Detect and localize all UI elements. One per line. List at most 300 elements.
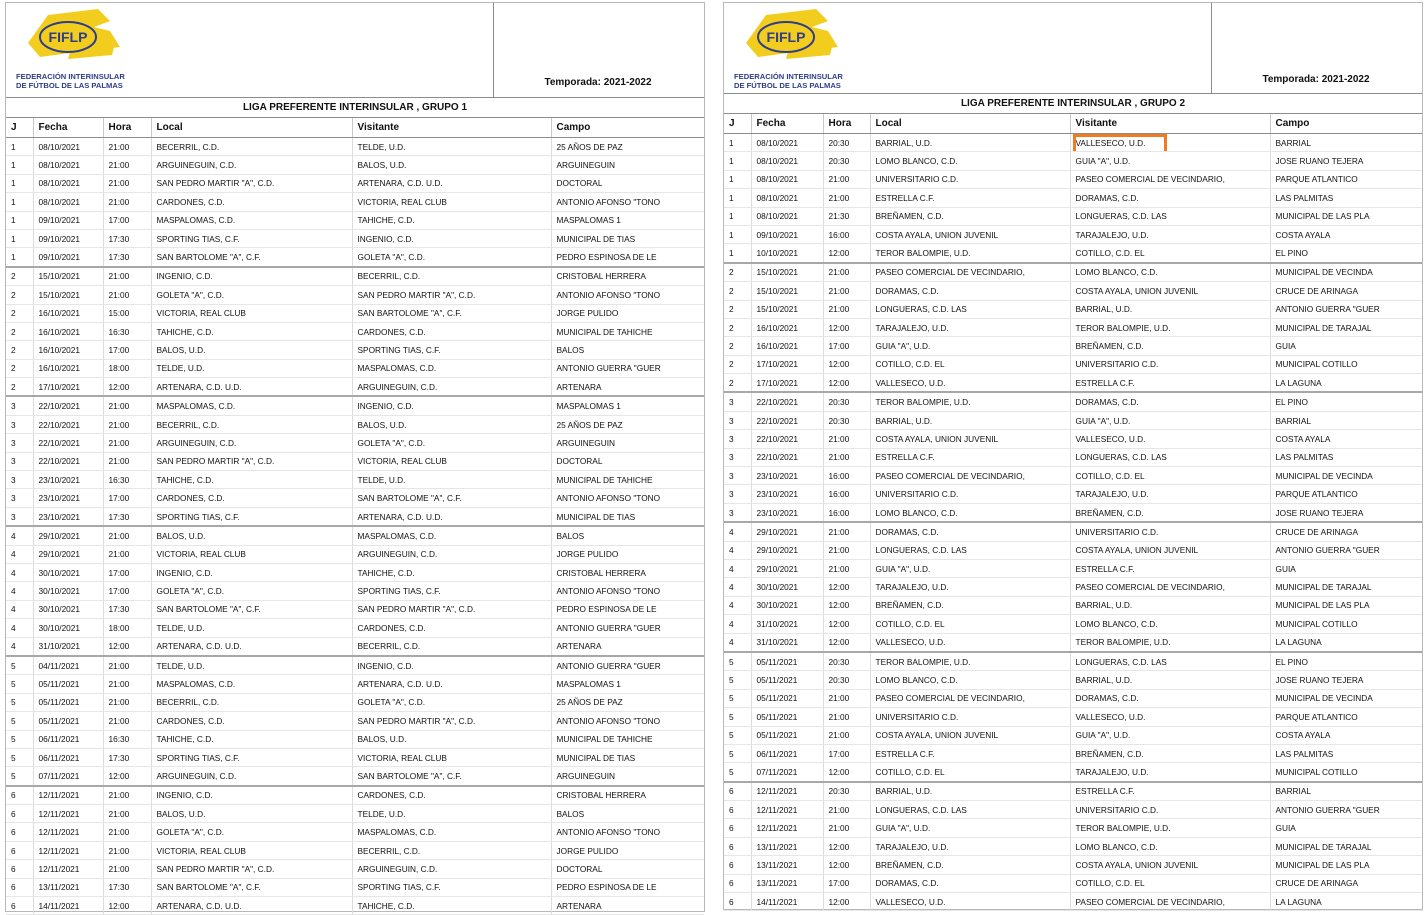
cell-campo: JORGE PULIDO <box>551 545 704 563</box>
cell-jornada: 6 <box>6 823 33 841</box>
fiflp-logo-icon <box>10 7 130 69</box>
cell-fecha: 05/11/2021 <box>33 675 103 693</box>
cell-hora: 21:00 <box>823 189 870 207</box>
table-row <box>6 174 704 192</box>
cell-fecha: 05/11/2021 <box>33 693 103 711</box>
cell-local: ARTENARA, C.D. U.D. <box>151 897 352 915</box>
cell-local: LOMO BLANCO, C.D. <box>870 503 1070 522</box>
cell-jornada: 3 <box>6 396 33 415</box>
cell-hora: 20:30 <box>823 652 870 671</box>
table-row <box>724 708 1422 726</box>
cell-jornada: 6 <box>6 860 33 878</box>
cell-campo: CRUCE DE ARINAGA <box>1270 522 1422 541</box>
cell-fecha: 23/10/2021 <box>33 489 103 507</box>
cell-fecha: 08/10/2021 <box>751 189 823 207</box>
cell-local: ARGUINEGUIN, C.D. <box>151 434 352 452</box>
cell-visitante: COSTA AYALA, UNION JUVENIL <box>1070 282 1270 300</box>
table-row <box>6 656 704 675</box>
cell-local: TELDE, U.D. <box>151 619 352 637</box>
cell-hora: 17:30 <box>103 248 151 267</box>
cell-hora: 20:30 <box>823 392 870 411</box>
cell-campo: MUNICIPAL DE TARAJAL <box>1270 578 1422 596</box>
cell-visitante: TAHICHE, C.D. <box>352 897 551 915</box>
cell-hora: 21:00 <box>103 656 151 675</box>
table-row <box>724 522 1422 541</box>
table-row <box>724 744 1422 762</box>
cell-jornada: 3 <box>6 434 33 452</box>
cell-campo: MUNICIPAL DE TARAJAL <box>1270 318 1422 336</box>
cell-hora: 18:00 <box>103 619 151 637</box>
cell-jornada: 5 <box>724 671 751 689</box>
cell-local: PASEO COMERCIAL DE VECINDARIO, <box>870 467 1070 485</box>
cell-visitante: MASPALOMAS, C.D. <box>352 526 551 545</box>
cell-jornada: 5 <box>6 656 33 675</box>
cell-jornada: 3 <box>724 411 751 429</box>
cell-jornada: 2 <box>724 282 751 300</box>
season-label: Temporada: 2021-2022 <box>1262 74 1370 85</box>
cell-fecha: 23/10/2021 <box>33 471 103 489</box>
cell-local: GOLETA "A", C.D. <box>151 582 352 600</box>
cell-visitante: DORAMAS, C.D. <box>1070 392 1270 411</box>
cell-hora: 17:30 <box>103 878 151 896</box>
cell-hora: 12:00 <box>823 893 870 911</box>
cell-hora: 21:00 <box>823 541 870 559</box>
table-row <box>6 489 704 507</box>
cell-visitante: BALOS, U.D. <box>352 156 551 174</box>
cell-campo: ANTONIO GUERRA "GUER <box>551 656 704 675</box>
cell-jornada: 3 <box>6 415 33 433</box>
cell-fecha: 06/11/2021 <box>33 748 103 766</box>
cell-campo: EL PINO <box>1270 244 1422 263</box>
table-row <box>6 415 704 433</box>
cell-visitante: TEROR BALOMPIE, U.D. <box>1070 819 1270 837</box>
cell-campo: ANTONIO AFONSO "TONO <box>551 286 704 304</box>
cell-visitante: GUIA "A", U.D. <box>1070 411 1270 429</box>
cell-campo: JOSE RUANO TEJERA <box>1270 671 1422 689</box>
cell-hora: 12:00 <box>103 637 151 656</box>
cell-campo: MUNICIPAL DE TAHICHE <box>551 322 704 340</box>
cell-local: TAHICHE, C.D. <box>151 322 352 340</box>
cell-fecha: 05/11/2021 <box>751 708 823 726</box>
cell-visitante: LOMO BLANCO, C.D. <box>1070 615 1270 633</box>
cell-jornada: 5 <box>724 708 751 726</box>
cell-campo: LA LAGUNA <box>1270 633 1422 652</box>
cell-jornada: 6 <box>724 801 751 819</box>
cell-local: VALLESECO, U.D. <box>870 893 1070 911</box>
cell-jornada: 1 <box>6 174 33 192</box>
table-row <box>724 652 1422 671</box>
cell-local: TARAJALEJO, U.D. <box>870 318 1070 336</box>
cell-fecha: 29/10/2021 <box>751 559 823 577</box>
cell-campo: CRUCE DE ARINAGA <box>1270 874 1422 892</box>
cell-visitante: GOLETA "A", C.D. <box>352 248 551 267</box>
cell-local: SAN PEDRO MARTIR "A", C.D. <box>151 452 352 470</box>
cell-campo: LAS PALMITAS <box>1270 448 1422 466</box>
cell-fecha: 23/10/2021 <box>33 507 103 526</box>
cell-visitante: VALLESECO, U.D. <box>1070 134 1270 152</box>
cell-local: VICTORIA, REAL CLUB <box>151 841 352 859</box>
cell-visitante: GOLETA "A", C.D. <box>352 693 551 711</box>
cell-campo: CRISTOBAL HERRERA <box>551 786 704 805</box>
cell-hora: 17:00 <box>103 341 151 359</box>
cell-local: GUIA "A", U.D. <box>870 819 1070 837</box>
cell-campo: JOSE RUANO TEJERA <box>1270 503 1422 522</box>
cell-visitante: LONGUERAS, C.D. LAS <box>1070 207 1270 225</box>
table-row <box>724 596 1422 614</box>
cell-jornada: 2 <box>6 286 33 304</box>
table-row <box>6 322 704 340</box>
cell-visitante: ESTRELLA C.F. <box>1070 374 1270 393</box>
cell-fecha: 08/10/2021 <box>751 134 823 152</box>
cell-jornada: 6 <box>724 874 751 892</box>
cell-fecha: 05/11/2021 <box>751 652 823 671</box>
cell-campo: EL PINO <box>1270 392 1422 411</box>
cell-visitante: SPORTING TIAS, C.F. <box>352 341 551 359</box>
col-header-visitante: Visitante <box>352 118 551 138</box>
cell-visitante: LOMO BLANCO, C.D. <box>1070 837 1270 855</box>
table-row <box>6 378 704 397</box>
cell-jornada: 4 <box>6 545 33 563</box>
cell-visitante: ARTENARA, C.D. U.D. <box>352 507 551 526</box>
cell-fecha: 30/10/2021 <box>751 596 823 614</box>
cell-fecha: 08/10/2021 <box>751 207 823 225</box>
table-row <box>6 434 704 452</box>
table-row <box>6 693 704 711</box>
cell-fecha: 22/10/2021 <box>751 448 823 466</box>
cell-visitante: COSTA AYALA, UNION JUVENIL <box>1070 541 1270 559</box>
cell-fecha: 08/10/2021 <box>33 138 103 156</box>
table-row <box>724 152 1422 170</box>
cell-jornada: 4 <box>724 578 751 596</box>
cell-hora: 12:00 <box>823 578 870 596</box>
cell-local: MASPALOMAS, C.D. <box>151 396 352 415</box>
cell-hora: 17:30 <box>103 229 151 247</box>
table-row <box>724 225 1422 243</box>
col-header-local: Local <box>151 118 352 138</box>
cell-local: SAN PEDRO MARTIR "A", C.D. <box>151 174 352 192</box>
cell-campo: COSTA AYALA <box>1270 726 1422 744</box>
cell-fecha: 05/11/2021 <box>33 712 103 730</box>
cell-visitante: BECERRIL, C.D. <box>352 267 551 286</box>
cell-visitante: LOMO BLANCO, C.D. <box>1070 263 1270 282</box>
cell-campo: LA LAGUNA <box>1270 374 1422 393</box>
cell-campo: BARRIAL <box>1270 411 1422 429</box>
fixtures-body <box>724 134 1422 911</box>
cell-campo: ANTONIO AFONSO "TONO <box>551 712 704 730</box>
table-row <box>6 600 704 618</box>
cell-local: DORAMAS, C.D. <box>870 282 1070 300</box>
cell-campo: ANTONIO AFONSO "TONO <box>551 823 704 841</box>
cell-fecha: 16/10/2021 <box>33 304 103 322</box>
cell-campo: DOCTORAL <box>551 860 704 878</box>
cell-local: BECERRIL, C.D. <box>151 138 352 156</box>
cell-local: PASEO COMERCIAL DE VECINDARIO, <box>870 263 1070 282</box>
cell-hora: 16:30 <box>103 322 151 340</box>
cell-local: ARTENARA, C.D. U.D. <box>151 637 352 656</box>
cell-fecha: 08/10/2021 <box>751 152 823 170</box>
cell-campo: MUNICIPAL DE VECINDA <box>1270 467 1422 485</box>
cell-local: SAN BARTOLOME "A", C.F. <box>151 248 352 267</box>
col-header-hora: Hora <box>103 118 151 138</box>
cell-hora: 21:00 <box>103 545 151 563</box>
cell-visitante: LONGUERAS, C.D. LAS <box>1070 652 1270 671</box>
table-row <box>6 563 704 581</box>
cell-hora: 21:00 <box>103 693 151 711</box>
col-header-campo: Campo <box>551 118 704 138</box>
cell-jornada: 1 <box>6 248 33 267</box>
cell-fecha: 31/10/2021 <box>751 615 823 633</box>
cell-visitante: SAN PEDRO MARTIR "A", C.D. <box>352 712 551 730</box>
sheet-header <box>724 3 1422 94</box>
cell-local: BALOS, U.D. <box>151 341 352 359</box>
cell-fecha: 13/11/2021 <box>33 878 103 896</box>
cell-fecha: 05/11/2021 <box>751 689 823 707</box>
cell-local: BECERRIL, C.D. <box>151 415 352 433</box>
col-header-hora: Hora <box>823 114 870 134</box>
cell-hora: 21:30 <box>823 207 870 225</box>
cell-jornada: 5 <box>6 693 33 711</box>
org-name-line1: FEDERACIÓN INTERINSULAR <box>734 72 843 81</box>
cell-fecha: 12/11/2021 <box>751 782 823 801</box>
schedule-sheet-grupo-2 <box>723 2 1423 910</box>
cell-jornada: 6 <box>724 856 751 874</box>
cell-visitante: TEROR BALOMPIE, U.D. <box>1070 318 1270 336</box>
cell-jornada: 1 <box>724 189 751 207</box>
cell-fecha: 09/10/2021 <box>751 225 823 243</box>
table-row <box>6 452 704 470</box>
cell-fecha: 15/10/2021 <box>33 267 103 286</box>
cell-local: CARDONES, C.D. <box>151 489 352 507</box>
cell-hora: 17:00 <box>103 489 151 507</box>
cell-jornada: 4 <box>6 563 33 581</box>
cell-visitante: SAN PEDRO MARTIR "A", C.D. <box>352 600 551 618</box>
cell-local: CARDONES, C.D. <box>151 193 352 211</box>
cell-jornada: 4 <box>724 633 751 652</box>
table-row <box>724 411 1422 429</box>
cell-visitante: SAN PEDRO MARTIR "A", C.D. <box>352 286 551 304</box>
cell-visitante: BALOS, U.D. <box>352 415 551 433</box>
cell-campo: ANTONIO GUERRA "GUER <box>551 359 704 377</box>
cell-hora: 12:00 <box>823 633 870 652</box>
cell-hora: 17:30 <box>103 748 151 766</box>
cell-local: TEROR BALOMPIE, U.D. <box>870 392 1070 411</box>
cell-fecha: 14/11/2021 <box>751 893 823 911</box>
table-row <box>724 263 1422 282</box>
cell-fecha: 31/10/2021 <box>751 633 823 652</box>
cell-local: BREÑAMEN, C.D. <box>870 207 1070 225</box>
cell-hora: 21:00 <box>103 675 151 693</box>
cell-hora: 20:30 <box>823 782 870 801</box>
cell-visitante: UNIVERSITARIO C.D. <box>1070 801 1270 819</box>
cell-hora: 21:00 <box>103 415 151 433</box>
cell-local: BALOS, U.D. <box>151 526 352 545</box>
cell-fecha: 05/11/2021 <box>751 671 823 689</box>
cell-jornada: 4 <box>724 541 751 559</box>
cell-fecha: 22/10/2021 <box>33 452 103 470</box>
cell-hora: 20:30 <box>823 671 870 689</box>
cell-campo: PARQUE ATLANTICO <box>1270 485 1422 503</box>
cell-fecha: 16/10/2021 <box>33 341 103 359</box>
cell-fecha: 08/10/2021 <box>751 170 823 188</box>
cell-visitante: ARGUINEGUIN, C.D. <box>352 378 551 397</box>
cell-visitante: GUIA "A", U.D. <box>1070 152 1270 170</box>
cell-local: GUIA "A", U.D. <box>870 337 1070 355</box>
cell-jornada: 3 <box>6 507 33 526</box>
table-row <box>6 229 704 247</box>
cell-local: TARAJALEJO, U.D. <box>870 578 1070 596</box>
table-row <box>724 207 1422 225</box>
cell-jornada: 2 <box>6 322 33 340</box>
cell-local: BALOS, U.D. <box>151 805 352 823</box>
table-row <box>724 503 1422 522</box>
cell-fecha: 08/10/2021 <box>33 156 103 174</box>
table-row <box>724 467 1422 485</box>
cell-jornada: 4 <box>6 582 33 600</box>
cell-local: INGENIO, C.D. <box>151 267 352 286</box>
cell-hora: 17:00 <box>103 211 151 229</box>
cell-fecha: 04/11/2021 <box>33 656 103 675</box>
table-row <box>6 786 704 805</box>
table-row <box>724 874 1422 892</box>
cell-campo: 25 AÑOS DE PAZ <box>551 138 704 156</box>
cell-hora: 12:00 <box>823 856 870 874</box>
cell-jornada: 5 <box>724 652 751 671</box>
cell-jornada: 1 <box>724 152 751 170</box>
cell-fecha: 07/11/2021 <box>751 763 823 782</box>
table-row <box>724 355 1422 373</box>
sheet-header <box>6 3 704 98</box>
cell-local: VALLESECO, U.D. <box>870 374 1070 393</box>
col-header-visitante: Visitante <box>1070 114 1270 134</box>
org-name-line2: DE FÚTBOL DE LAS PALMAS <box>734 81 841 90</box>
cell-local: COTILLO, C.D. EL <box>870 763 1070 782</box>
cell-campo: 25 AÑOS DE PAZ <box>551 415 704 433</box>
cell-jornada: 1 <box>6 229 33 247</box>
cell-fecha: 12/11/2021 <box>33 786 103 805</box>
table-row <box>6 730 704 748</box>
table-row <box>724 337 1422 355</box>
cell-hora: 21:00 <box>103 434 151 452</box>
cell-local: LOMO BLANCO, C.D. <box>870 671 1070 689</box>
cell-jornada: 3 <box>724 467 751 485</box>
table-row <box>6 619 704 637</box>
cell-hora: 21:00 <box>823 282 870 300</box>
cell-campo: MUNICIPAL DE TAHICHE <box>551 730 704 748</box>
schedule-sheet-grupo-1 <box>5 2 705 912</box>
cell-campo: MUNICIPAL DE LAS PLA <box>1270 596 1422 614</box>
cell-jornada: 2 <box>724 300 751 318</box>
cell-visitante: DORAMAS, C.D. <box>1070 189 1270 207</box>
cell-campo: MUNICIPAL DE VECINDA <box>1270 689 1422 707</box>
cell-hora: 21:00 <box>823 263 870 282</box>
cell-jornada: 5 <box>6 748 33 766</box>
cell-jornada: 2 <box>724 355 751 373</box>
cell-hora: 21:00 <box>823 522 870 541</box>
cell-hora: 21:00 <box>103 267 151 286</box>
cell-hora: 15:00 <box>103 304 151 322</box>
cell-jornada: 4 <box>724 559 751 577</box>
svg-text:FIFLP: FIFLP <box>766 29 806 45</box>
cell-jornada: 1 <box>724 244 751 263</box>
cell-visitante: ARTENARA, C.D. U.D. <box>352 675 551 693</box>
cell-local: PASEO COMERCIAL DE VECINDARIO, <box>870 689 1070 707</box>
cell-hora: 21:00 <box>823 559 870 577</box>
cell-hora: 12:00 <box>823 318 870 336</box>
cell-campo: ANTONIO AFONSO "TONO <box>551 489 704 507</box>
cell-campo: PEDRO ESPINOSA DE LE <box>551 600 704 618</box>
cell-jornada: 4 <box>6 619 33 637</box>
cell-fecha: 22/10/2021 <box>751 430 823 448</box>
cell-fecha: 22/10/2021 <box>751 392 823 411</box>
cell-campo: ANTONIO AFONSO "TONO <box>551 193 704 211</box>
cell-hora: 12:00 <box>823 837 870 855</box>
cell-hora: 16:00 <box>823 467 870 485</box>
cell-campo: GUIA <box>1270 559 1422 577</box>
cell-local: BARRIAL, U.D. <box>870 411 1070 429</box>
cell-campo: DOCTORAL <box>551 452 704 470</box>
cell-campo: MUNICIPAL COTILLO <box>1270 763 1422 782</box>
cell-visitante: TAHICHE, C.D. <box>352 211 551 229</box>
cell-local: CARDONES, C.D. <box>151 712 352 730</box>
cell-jornada: 6 <box>724 893 751 911</box>
cell-local: GOLETA "A", C.D. <box>151 286 352 304</box>
cell-campo: ANTONIO GUERRA "GUER <box>1270 541 1422 559</box>
cell-visitante: ESTRELLA C.F. <box>1070 559 1270 577</box>
cell-visitante: TARAJALEJO, U.D. <box>1070 763 1270 782</box>
table-row <box>6 748 704 766</box>
table-row <box>724 578 1422 596</box>
cell-local: BREÑAMEN, C.D. <box>870 856 1070 874</box>
fixtures-body <box>6 138 704 915</box>
cell-jornada: 4 <box>724 596 751 614</box>
cell-visitante: COTILLO, C.D. EL <box>1070 874 1270 892</box>
cell-campo: MUNICIPAL COTILLO <box>1270 615 1422 633</box>
cell-local: COSTA AYALA, UNION JUVENIL <box>870 225 1070 243</box>
cell-visitante: BREÑAMEN, C.D. <box>1070 503 1270 522</box>
cell-visitante: COTILLO, C.D. EL <box>1070 244 1270 263</box>
table-row <box>6 841 704 859</box>
table-row <box>6 823 704 841</box>
table-row <box>6 805 704 823</box>
cell-visitante: SAN BARTOLOME "A", C.F. <box>352 767 551 786</box>
cell-campo: 25 AÑOS DE PAZ <box>551 693 704 711</box>
cell-local: SPORTING TIAS, C.F. <box>151 229 352 247</box>
svg-text:FIFLP: FIFLP <box>48 29 88 45</box>
cell-campo: BARRIAL <box>1270 134 1422 152</box>
cell-fecha: 30/10/2021 <box>751 578 823 596</box>
cell-visitante: BARRIAL, U.D. <box>1070 671 1270 689</box>
cell-fecha: 12/11/2021 <box>33 805 103 823</box>
fixtures-table <box>724 114 1422 911</box>
cell-hora: 21:00 <box>103 805 151 823</box>
cell-local: TELDE, U.D. <box>151 359 352 377</box>
cell-fecha: 12/11/2021 <box>33 860 103 878</box>
cell-jornada: 6 <box>724 782 751 801</box>
table-row <box>6 637 704 656</box>
cell-local: UNIVERSITARIO C.D. <box>870 708 1070 726</box>
cell-visitante: VICTORIA, REAL CLUB <box>352 193 551 211</box>
cell-visitante: BECERRIL, C.D. <box>352 637 551 656</box>
cell-visitante: TELDE, U.D. <box>352 471 551 489</box>
table-row <box>724 763 1422 782</box>
cell-fecha: 14/11/2021 <box>33 897 103 915</box>
cell-visitante: TARAJALEJO, U.D. <box>1070 485 1270 503</box>
cell-local: BARRIAL, U.D. <box>870 134 1070 152</box>
cell-hora: 21:00 <box>103 193 151 211</box>
cell-campo: MUNICIPAL DE TAHICHE <box>551 471 704 489</box>
cell-hora: 17:00 <box>823 337 870 355</box>
cell-campo: PEDRO ESPINOSA DE LE <box>551 248 704 267</box>
